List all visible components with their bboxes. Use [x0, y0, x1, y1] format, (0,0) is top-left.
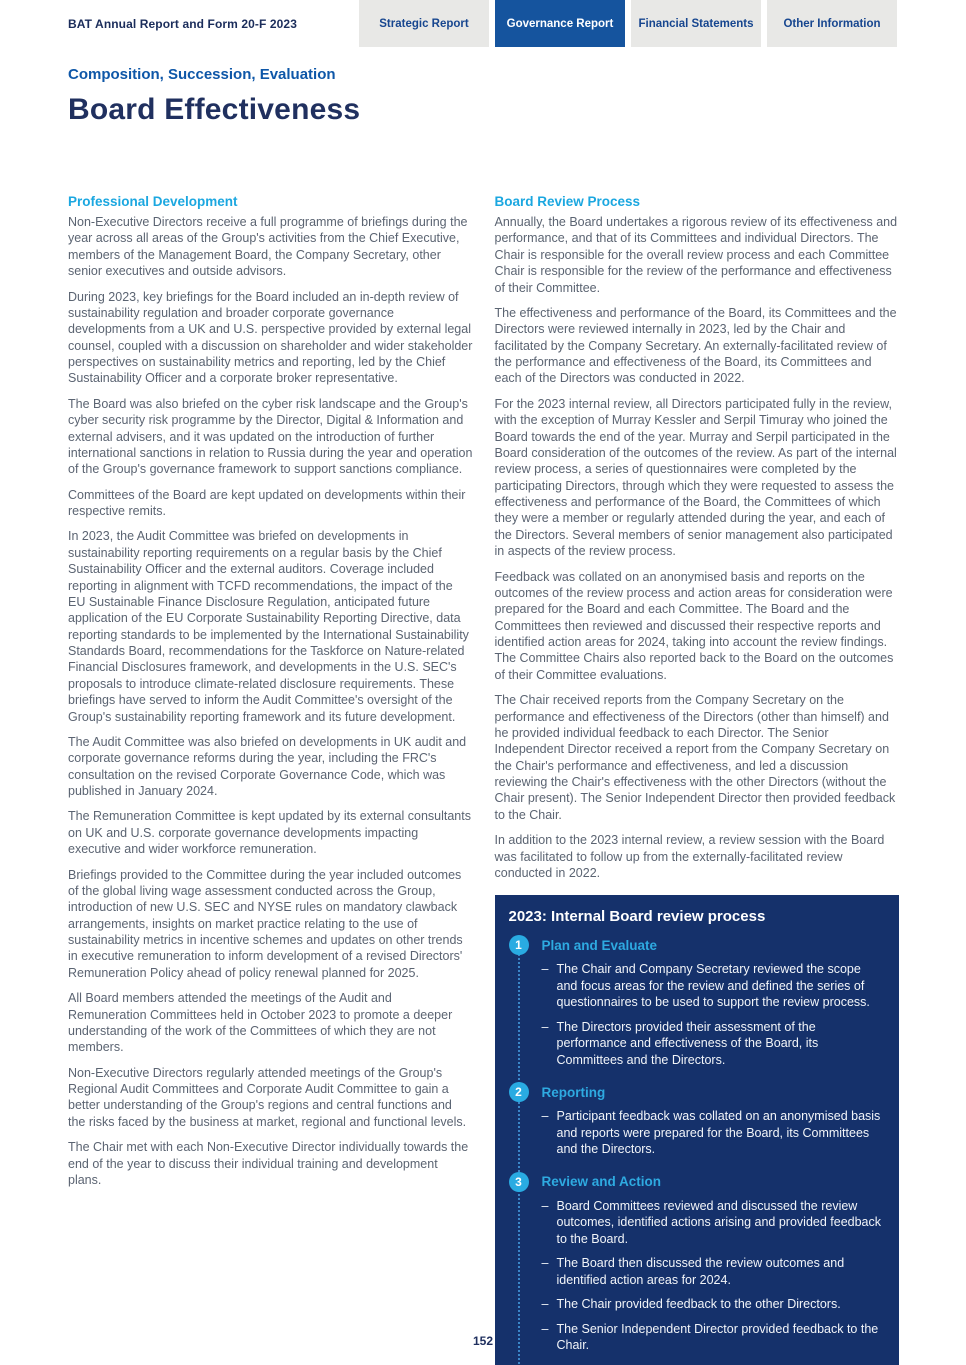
paragraph: For the 2023 internal review, all Directors participated fully in the review, with the exception of Murray Kessler and Serpil Timuray who joined the Board towards the end of the year. Murray and Serpil participated in the Board consideration of the outcomes of the review. As part of the internal review process, a series of questionnaires were completed by the participating Directors, through which they were requested to assess the effectiveness and performance of the Board, the Committees of which they were a member or regularly attended during the year, and each of the Directors. Several members of senior management also participated in aspects of the review process. — [494, 396, 897, 559]
process-step-1 — [509, 935, 886, 1068]
report-title: BAT Annual Report and Form 20-F 2023 — [68, 16, 297, 31]
internal-review-process-box — [495, 895, 900, 1365]
process-box-title: 2023: Internal Board review process — [508, 908, 766, 926]
step-bullet: – The Senior Independent Director provided feedback to the Chair. — [542, 1321, 886, 1354]
paragraph: During 2023, key briefings for the Board included an in-depth review of sustainability regulation and broader corporate governance developments from a UK and U.S. perspective provided by external legal counsel, coupled with a discussion on shareholder and wider stakeholder perspectives on sustainability metrics and reporting, led by the Chief Sustainability Officer and a corporate broker representative. — [68, 289, 473, 386]
step-2-badge: 2 — [509, 1082, 529, 1102]
process-step-2 — [509, 1082, 886, 1158]
page-title: Board Effectiveness — [68, 93, 361, 126]
paragraph: The effectiveness and performance of the Board, its Committees and the Directors were reviewed internally in 2023, led by the Chair and facilitated by the Company Secretary. An externally-facilitated review of the performance and effectiveness of the Board, its Committees and each of the Directors was conducted in 2022. — [494, 305, 897, 386]
section-eyebrow: Composition, Succession, Evaluation — [68, 66, 336, 83]
section-tabs — [359, 0, 897, 47]
paragraph: The Audit Committee was also briefed on developments in UK audit and corporate governance reforms during the year, including the FRC's consultation on the revised Corporate Governance Code, which was published in January 2024. — [68, 734, 467, 798]
paragraph: Feedback was collated on an anonymised basis and reports on the outcomes of the review process and action areas for consideration were prepared for the Board and each Committee. The Board and the Committees then reviewed and discussed their respective reports and identified action areas for 2024, taking into account the review findings. The Committee Chairs also reported back to the Board on the outcomes of their Committee evaluations. — [494, 569, 894, 682]
page-header — [0, 0, 966, 47]
step-bullet: – Board Committees reviewed and discussed the review outcomes, identified actions arising and provided feedback to the Board. — [542, 1198, 886, 1248]
tab-financial-statements[interactable]: Financial Statements — [631, 0, 761, 47]
paragraph: The Chair received reports from the Company Secretary on the performance and effectiveness of the Directors (other than himself) and he provided individual feedback to each Director. The Senior Independent Director received a report from the Company Secretary on the Chair's performance and effectiveness, and led a discussion reviewing the Chair's effectiveness with the other Directors (without the Chair present). The Senior Independent Director then provided feedback to the Chair. — [494, 693, 896, 822]
right-column-heading: Board Review Process — [494, 194, 641, 209]
right-column — [495, 194, 900, 1365]
paragraph: Briefings provided to the Committee during the year included outcomes of the global living wage assessment conducted across the Group, introduction of new U.S. SEC and NYSE rules on mandatory clawback arrangements, insights on market practice relating to the use of sustainability metrics in incentive schemes and updates on other trends in executive remuneration to inform development of a revised Directors' Remuneration Policy ahead of policy renewal planned for 2025. — [68, 867, 463, 980]
page-number: 152 — [472, 1334, 494, 1348]
step-1-badge: 1 — [509, 935, 529, 955]
left-column — [68, 194, 473, 1365]
tab-other-information[interactable]: Other Information — [767, 0, 897, 47]
step-3-badge: 3 — [509, 1172, 529, 1192]
paragraph: Annually, the Board undertakes a rigorous review of its effectiveness and performance, and that of its Committees and individual Directors. The Chair is responsible for the overall review process and each Committee Chair is responsible for the review of the performance and effectiveness of their Committee. — [494, 215, 898, 295]
left-column-heading: Professional Development — [68, 194, 238, 209]
paragraph: Non-Executive Directors receive a full programme of briefings during the year across all areas of the Group's activities from the Chief Executive, members of the Management Board, the Company Secretary, other senior executives and outside advisors. — [68, 215, 468, 279]
paragraph: Non-Executive Directors regularly attended meetings of the Group's Regional Audit Committees and Corporate Audit Committee to gain a better understanding of the Group's regions and central functions and the risks faced by the business at market, regional and functional levels. — [68, 1065, 467, 1129]
content-columns — [68, 194, 899, 1365]
step-bullet: – The Chair provided feedback to the other Directors. — [542, 1296, 886, 1313]
paragraph: All Board members attended the meetings of the Audit and Remuneration Committees held in October 2023 to promote a deeper understanding of the work of the Committees of which they are not members. — [68, 991, 453, 1055]
paragraph: In 2023, the Audit Committee was briefed on developments in sustainability reporting requirements on a regular basis by the Chief Sustainability Officer and the external auditors. Coverage included reporting in alignment with TCFD recommendations, the impact of the EU Sustainable Finance Disclosure Regulation, anticipated future application of the EU Corporate Sustainability Reporting Directive, data reporting standards to be implemented by the International Sustainability Standards Board, recommendations for the Taskforce on Nature-related Financial Disclosures framework, and developments in the U.S. SEC's proposals to introduce climate-related disclosure requirements. These briefings have served to inform the Audit Committee's oversight of the Group's sustainability reporting framework and its future development. — [68, 529, 469, 724]
step-3-title: Review and Action — [541, 1174, 662, 1190]
tab-governance-report[interactable]: Governance Report — [495, 0, 625, 47]
paragraph: The Chair met with each Non-Executive Director individually towards the end of the year to discuss their individual training and development plans. — [68, 1140, 469, 1187]
step-bullet: – The Directors provided their assessment of the performance and effectiveness of the Board, its Committees and the Directors. — [542, 1019, 886, 1069]
paragraph: In addition to the 2023 internal review, a review session with the Board was facilitated to follow up from the externally-facilitated review conducted in 2022. — [494, 833, 885, 880]
process-step-3 — [509, 1172, 886, 1354]
step-1-title: Plan and Evaluate — [541, 937, 658, 953]
step-bullet: – The Chair and Company Secretary reviewed the scope and focus areas for the review and defined the series of questionnaires to be used to support the review process. — [542, 961, 886, 1011]
paragraph: Committees of the Board are kept updated on developments within their respective remits. — [68, 487, 466, 518]
paragraph: The Board was also briefed on the cyber risk landscape and the Group's cyber security risk programme by the Director, Digital & Information and external advisers, and it was updated on the introduction of further international sanctions in relation to Russia during the year and operation of the Group's governance framework to support sanctions compliance. — [68, 396, 473, 477]
step-bullet: – The Board then discussed the review outcomes and identified action areas for 2024. — [542, 1255, 886, 1288]
tab-strategic-report[interactable]: Strategic Report — [359, 0, 489, 47]
step-2-title: Reporting — [541, 1084, 606, 1100]
process-steps — [509, 935, 886, 1365]
paragraph: The Remuneration Committee is kept updated by its external consultants on UK and U.S. corporate governance developments impacting executive and wider workforce remuneration. — [68, 809, 471, 857]
step-bullet: – Participant feedback was collated on an anonymised basis and reports were prepared for the Board, its Committees and the Directors. — [542, 1108, 886, 1158]
